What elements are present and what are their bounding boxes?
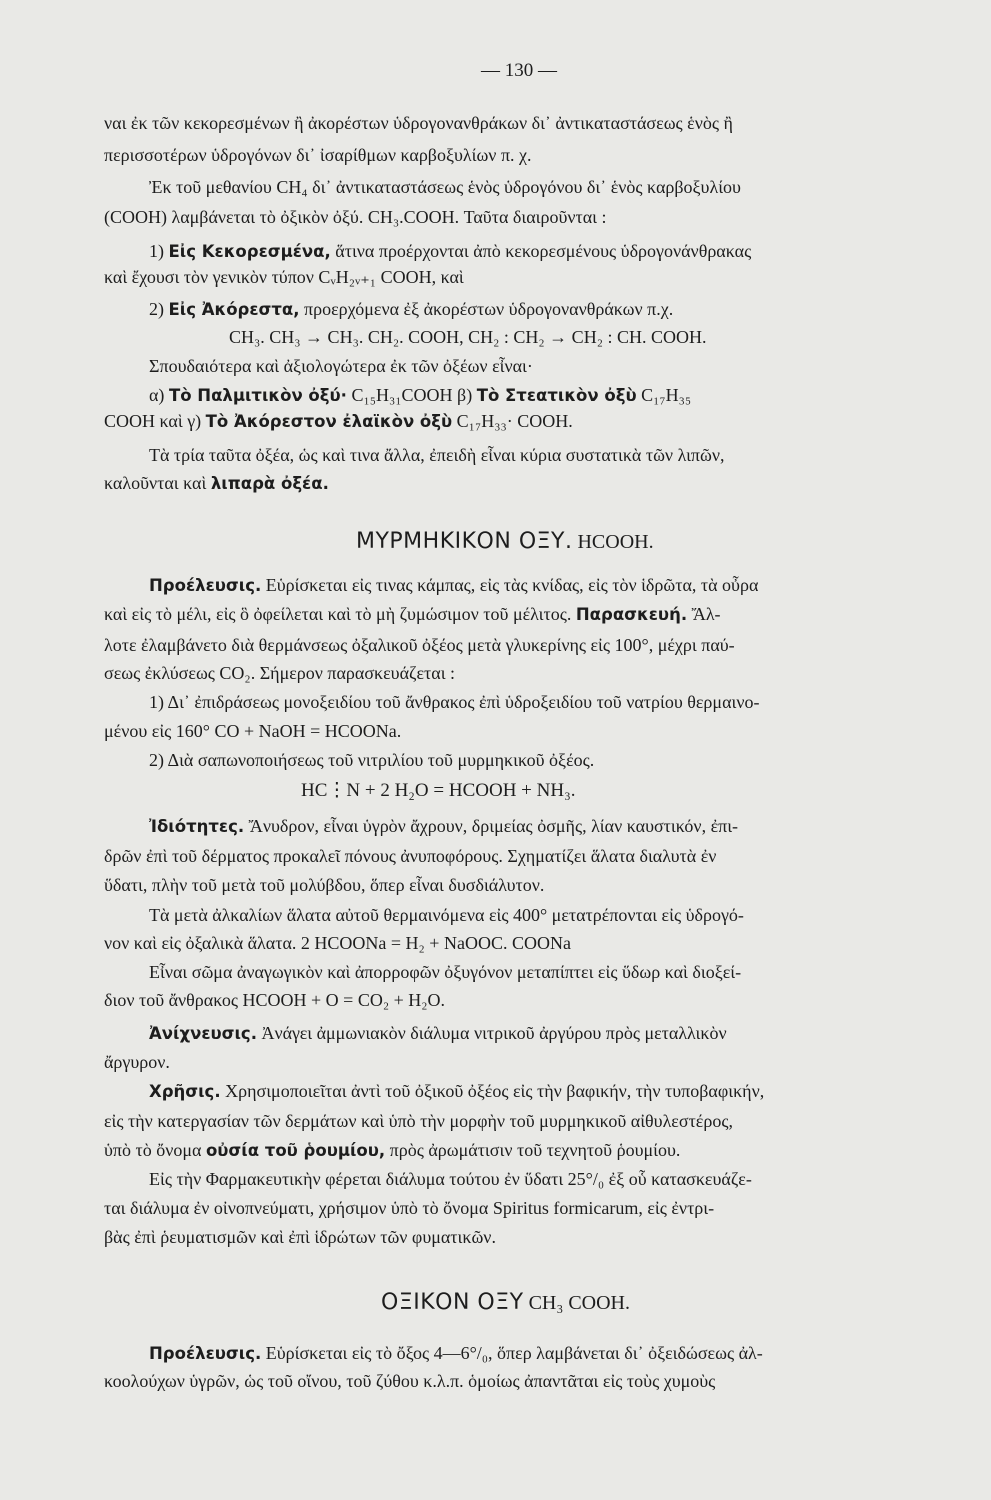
acid-formula: C₁₇H₃₃· COOH. — [452, 411, 573, 431]
text-line: ται διάλυμα ἐν οἰνοπνεύματι, χρήσιμον ὑπὸ τὸ ὄνομα Spiritus formicarum, εἰς ἐντρι- — [104, 1198, 715, 1218]
acid-prefix: COOH καὶ γ) — [104, 411, 206, 431]
text-line: ὕδατι, πλὴν τοῦ μετὰ τοῦ μολύβδου, ὅπερ εἶναι δυσδιάλυτον. — [104, 875, 545, 895]
bold-term: Εἰς Ἀκόρεστα, — [168, 300, 300, 319]
bold-term: Προέλευσις. — [149, 1344, 262, 1363]
text-span: Ἄνυδρον, εἶναι ὑγρὸν ἄχρουν, δριμείας ὀσμῆς, λίαν καυστικόν, ἐπι- — [244, 816, 739, 836]
page-number: — 130 — — [481, 60, 557, 81]
text-span: πρὸς ἀρωμάτισιν τοῦ τεχνητοῦ ῥουμίου. — [385, 1140, 681, 1160]
text-line — [149, 1022, 727, 1045]
bold-term: οὐσία τοῦ ῥουμίου, — [205, 1141, 386, 1160]
text-span: Ἀνάγει ἀμμωνιακὸν διάλυμα νιτρικοῦ ἀργύρου πρὸς μεταλλικὸν — [256, 1023, 727, 1043]
equation: HC⋮N + 2 H₂O = HCOOH + NH₃. — [301, 780, 576, 801]
text-line: Σπουδαιότερα καὶ ἀξιολογώτερα ἐκ τῶν ὀξέων εἶναι· — [149, 356, 533, 376]
text-line: Τὰ μετὰ ἀλκαλίων ἅλατα αὐτοῦ θερμαινόμενα εἰς 400° μετατρέπονται εἰς ὑδρογό- — [149, 905, 744, 925]
text-line: Εἶναι σῶμα ἀναγωγικὸν καὶ ἀπορροφῶν ὀξυγόνον μεταπίπτει εἰς ὕδωρ καὶ διοξεί- — [149, 962, 742, 982]
text-span: Χρησιμοποιεῖται ἀντὶ τοῦ ὀξικοῦ ὀξέος εἰς τὴν βαφικήν, τὴν τυποβαφικήν, — [220, 1081, 765, 1101]
bold-term: Ἰδιότητες. — [149, 817, 245, 836]
acids-line — [149, 384, 691, 407]
section-heading — [381, 1292, 630, 1314]
text-line — [149, 574, 758, 597]
text-line — [104, 1139, 680, 1162]
bold-term: Εἰς Κεκορεσμένα, — [168, 242, 331, 261]
bold-term: Παρασκευή. — [575, 605, 688, 624]
text-span: καὶ εἰς τὸ μέλι, εἰς ὃ ὀφείλεται καὶ τὸ μὴ ζυμώσιμον τοῦ μέλιτος. — [104, 604, 576, 624]
text-line: καὶ ἔχουσι τὸν γενικὸν τύπον CᵥH₂ᵥ₊₁ COOH, καὶ — [104, 267, 464, 287]
item-text: ἅτινα προέρχονται ἀπὸ κεκορεσμένους ὑδρογονάνθρακας — [330, 241, 752, 261]
text-line: κοολούχων ὑγρῶν, ὡς τοῦ οἴνου, τοῦ ζύθου κ.λ.π. ὁμοίως ἀπαντᾶται εἰς τοὺς χυμοὺς — [104, 1371, 716, 1391]
bold-term: λιπαρὰ ὀξέα. — [210, 474, 329, 493]
item-text: προερχόμενα ἐξ ἀκορέστων ὑδρογονανθράκων π.χ. — [299, 299, 674, 319]
text-line: νον καὶ εἰς ὀξαλικὰ ἅλατα. 2 HCOONa = H₂ + NaOOC. COONa — [104, 933, 571, 953]
heading-text: ΟΞΙΚΟΝ ΟΞΥ — [381, 1290, 524, 1315]
text-line: λοτε ἐλαμβάνετο διὰ θερμάνσεως ὀξαλικοῦ ὀξέος μετὰ γλυκερίνης εἰς 100°, μέχρι παύ- — [104, 635, 735, 655]
section-heading — [356, 531, 654, 553]
text-line — [149, 1342, 763, 1365]
bold-term: Τὸ Στεατικὸν ὀξὺ — [476, 386, 637, 405]
text-line — [149, 815, 738, 838]
list-item — [149, 298, 673, 321]
bold-term: Τὸ Παλμιτικὸν ὀξύ· — [168, 386, 347, 405]
list-item — [149, 240, 751, 263]
text-line: Τὰ τρία ταῦτα ὀξέα, ὡς καὶ τινα ἄλλα, ἐπειδὴ εἶναι κύρια συστατικὰ τῶν λιπῶν, — [149, 445, 725, 465]
text-span: ὑπὸ τὸ ὄνομα — [104, 1140, 206, 1160]
text-line: εἰς τὴν κατεργασίαν τῶν δερμάτων καὶ ὑπὸ τὴν μορφὴν τοῦ μυρμηκικοῦ αἰθυλεστέρος, — [104, 1111, 733, 1131]
bold-term: Προέλευσις. — [149, 576, 262, 595]
heading-text: ΜΥΡΜΗΚΙΚΟΝ ΟΞΥ. — [356, 529, 573, 554]
acid-prefix: α) — [149, 385, 169, 405]
text-line: βὰς ἐπὶ ῥευματισμῶν καὶ ἐπὶ ἱδρώτων τῶν φυματικῶν. — [104, 1227, 496, 1247]
heading-formula: HCOOH. — [572, 531, 654, 553]
item-number: 2) — [149, 299, 169, 319]
text-span: Ἄλ- — [687, 604, 721, 624]
text-line: (COOH) λαμβάνεται τὸ ὀξικὸν ὀξύ. CH₃.COOH. Ταῦτα διαιροῦνται : — [104, 207, 607, 227]
text-line: Ἐκ τοῦ μεθανίου CH₄ δι᾽ ἀντικαταστάσεως ἑνὸς ὑδρογόνου δι᾽ ἑνὸς καρβοξυλίου — [149, 177, 741, 197]
text-span: Εὑρίσκεται εἰς τὸ ὄξος 4—6°/₀, ὅπερ λαμβάνεται δι᾽ ὀξειδώσεως ἀλ- — [261, 1343, 763, 1363]
text-line — [149, 1080, 764, 1103]
text-line: μένου εἰς 160° CO + NaOH = HCOONa. — [104, 721, 402, 741]
text-span: Εὑρίσκεται εἰς τινας κάμπας, εἰς τὰς κνίδας, εἰς τὸν ἱδρῶτα, τὰ οὖρα — [261, 575, 759, 595]
acids-line — [104, 410, 573, 433]
text-line: σεως ἐκλύσεως CO₂. Σήμερον παρασκευάζεται : — [104, 663, 456, 683]
acid-formula: C₁₇H₃₅ — [636, 385, 692, 405]
acid-formula: C₁₅H₃₁COOH β) — [346, 385, 477, 405]
bold-term: Ἀνίχνευσις. — [149, 1024, 257, 1043]
text-line: δρῶν ἐπὶ τοῦ δέρματος προκαλεῖ πόνους ἀνυποφόρους. Σχηματίζει ἅλατα διαλυτὰ ἐν — [104, 846, 717, 866]
bold-term: Χρῆσις. — [149, 1082, 221, 1101]
bold-term: Τὸ Ἀκόρεστον ἐλαϊκὸν ὀξὺ — [205, 412, 453, 431]
formula-line: CH₃. CH₃ → CH₃. CH₂. COOH, CH₂ : CH₂ → CH₂ : CH. COOH. — [229, 327, 707, 347]
text-line — [104, 603, 721, 626]
text-line — [104, 472, 329, 495]
text-line: 2) Διὰ σαπωνοποιήσεως τοῦ νιτριλίου τοῦ μυρμηκικοῦ ὀξέος. — [149, 750, 595, 770]
text-line: ἄργυρον. — [104, 1052, 170, 1072]
text-line: διον τοῦ ἄνθρακος HCOOH + O = CO₂ + H₂O. — [104, 990, 446, 1010]
text-line: περισσοτέρων ὑδρογόνων δι᾽ ἰσαρίθμων καρβοξυλίων π. χ. — [104, 145, 532, 165]
text-line: ναι ἐκ τῶν κεκορεσμένων ἢ ἀκορέστων ὑδρογονανθράκων δι᾽ ἀντικαταστάσεως ἑνὸς ἢ — [104, 113, 733, 133]
heading-formula: CH₃ COOH. — [523, 1292, 630, 1314]
item-number: 1) — [149, 241, 169, 261]
text-line: 1) Δι᾽ ἐπιδράσεως μονοξειδίου τοῦ ἄνθρακος ἐπὶ ὑδροξειδίου τοῦ νατρίου θερμαινο- — [149, 692, 760, 712]
text-span: καλοῦνται καὶ — [104, 473, 211, 493]
text-line: Εἰς τὴν Φαρμακευτικὴν φέρεται διάλυμα τούτου ἐν ὕδατι 25°/₀ ἐξ οὗ κατασκευάζε- — [149, 1169, 752, 1189]
